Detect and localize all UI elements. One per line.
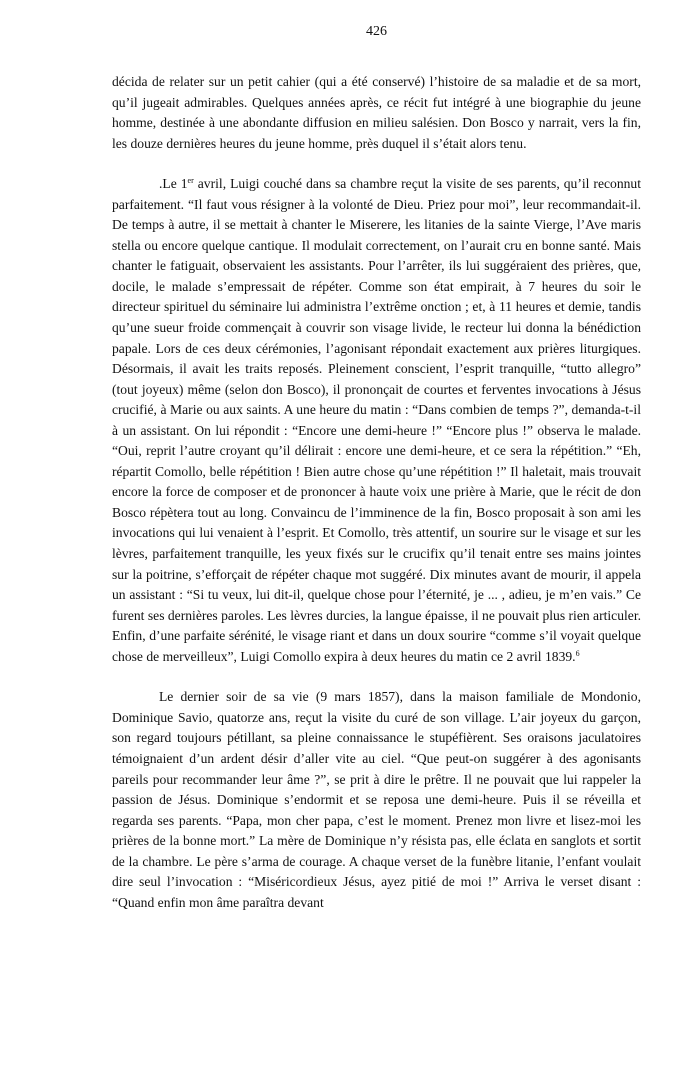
body-text <box>112 72 641 913</box>
ordinal-superscript: er <box>187 176 194 186</box>
paragraph-2-start: .Le 1 <box>159 176 188 192</box>
page-number: 426 <box>366 24 387 39</box>
paragraph-2 <box>112 174 641 667</box>
footnote-reference[interactable]: 6 <box>575 648 580 658</box>
paragraph-1: décida de relater sur un petit cahier (qui a été conservé) l’histoire de sa maladie et de sa mort, qu’il jugeait admirables. Quelques années après, ce récit fut intégré à une biographie du jeune homme, destinée à une abondante diffusion en milieu salésien. Don Bosco y narrait, vers la fin, les douze dernières heures du jeune homme, près duquel il s’était alors tenu. <box>112 74 641 151</box>
paragraph-3: Le dernier soir de sa vie (9 mars 1857), dans la maison familiale de Mondonio, Dominique Savio, quatorze ans, reçut la visite du curé de son village. L’air joyeux du garçon, son regard toujours pétillant, sa pleine connaissance le stupéfièrent. Ses oraisons jaculatoires témoignaient d’un ardent désir d’aller vite au ciel. “Que peut-on suggérer à des agonisants pareils pour recommander leur âme ?”, se prit à dire le prêtre. Il ne pouvait que lui rappeler la passion de Jésus. Dominique s’endormit et se reposa une demi-heure. Puis il se réveilla et regarda ses parents. “Papa, mon cher papa, c’est le moment. Prenez mon livre et lisez-moi les prières de la bonne mort.” La mère de Dominique n’y résista pas, elle éclata en sanglots et sortit de la chambre. Le père s’arma de courage. A chaque verset de la funèbre litanie, l’enfant voulait dire seul l’invocation : “Miséricordieux Jésus, ayez pitié de moi !” Arriva le verset disant : “Quand enfin mon âme paraîtra devant <box>112 689 641 910</box>
paragraph-2-body: avril, Luigi couché dans sa chambre reçut la visite de ses parents, qu’il reconnut parfaitement. “Il faut vous résigner à la volonté de Dieu. Priez pour moi”, leur recommandait-il. De temps à autre, il se mettait à chanter le Miserere, les litanies de la sainte Vierge, l’Ave maris stella ou encore quelque cantique. Il modulait correctement, on l’aurait cru en bonne santé. Mais chanter le fatiguait, observaient les assistants. Pour l’arrêter, ils lui suggéraient des prières, que, docile, le malade s’empressait de répéter. Comme son état empirait, à 7 heures du soir le directeur spirituel du séminaire lui administra l’extrême onction ; et, à 11 heures et demie, tandis qu’une sueur froide commençait à couvrir son visage livide, le recteur lui donna la bénédiction papale. Lors de ces deux cérémonies, l’agonisant répondait exactement aux prières liturgiques. Désormais, il avait les traits reposés. Pleinement conscient, l’esprit tranquille, “tutto allegro” (tout joyeux) même (selon don Bosco), il prononçait de courtes et ferventes invocations à Jésus crucifié, à Marie ou aux saints. A une heure du matin : “Dans combien de temps ?”, demanda-t-il à un assistant. On lui répondit : “Encore une demi-heure !” “Encore plus !” observa le malade. “Oui, reprit l’autre croyant qu’il délirait : encore une demi-heure, et ce sera la répétition.” “Eh, répartit Comollo, belle répétition ! Bien autre chose qu’une répétition !” Il haletait, mais trouvait encore la force de composer et de prononcer à haute voix une prière à Marie, que le récit de don Bosco répètera tout au long. Convaincu de l’imminence de la fin, Bosco proposait à son ami les invocations qui lui venaient à l’esprit. Et Comollo, très attentif, un sourire sur le visage et sur les lèvres, parfaitement tranquille, les yeux fixés sur le crucifix qu’il tenait entre ses mains jointes sur la poitrine, s’efforçait de répéter chaque mot suggéré. Dix minutes avant de mourir, il appela un assistant : “Si tu veux, lui dit-il, quelque chose pour l’éternité, je ... , adieu, je m’en vais.” Ce furent ses dernières paroles. Les lèvres durcies, la langue épaisse, il ne pouvait plus rien articuler. Enfin, d’une parfaite sérénité, le visage riant et dans un doux sourire “comme s’il voyait quelque chose de merveilleux”, Luigi Comollo expira à deux heures du matin ce 2 avril 1839. <box>112 176 641 664</box>
